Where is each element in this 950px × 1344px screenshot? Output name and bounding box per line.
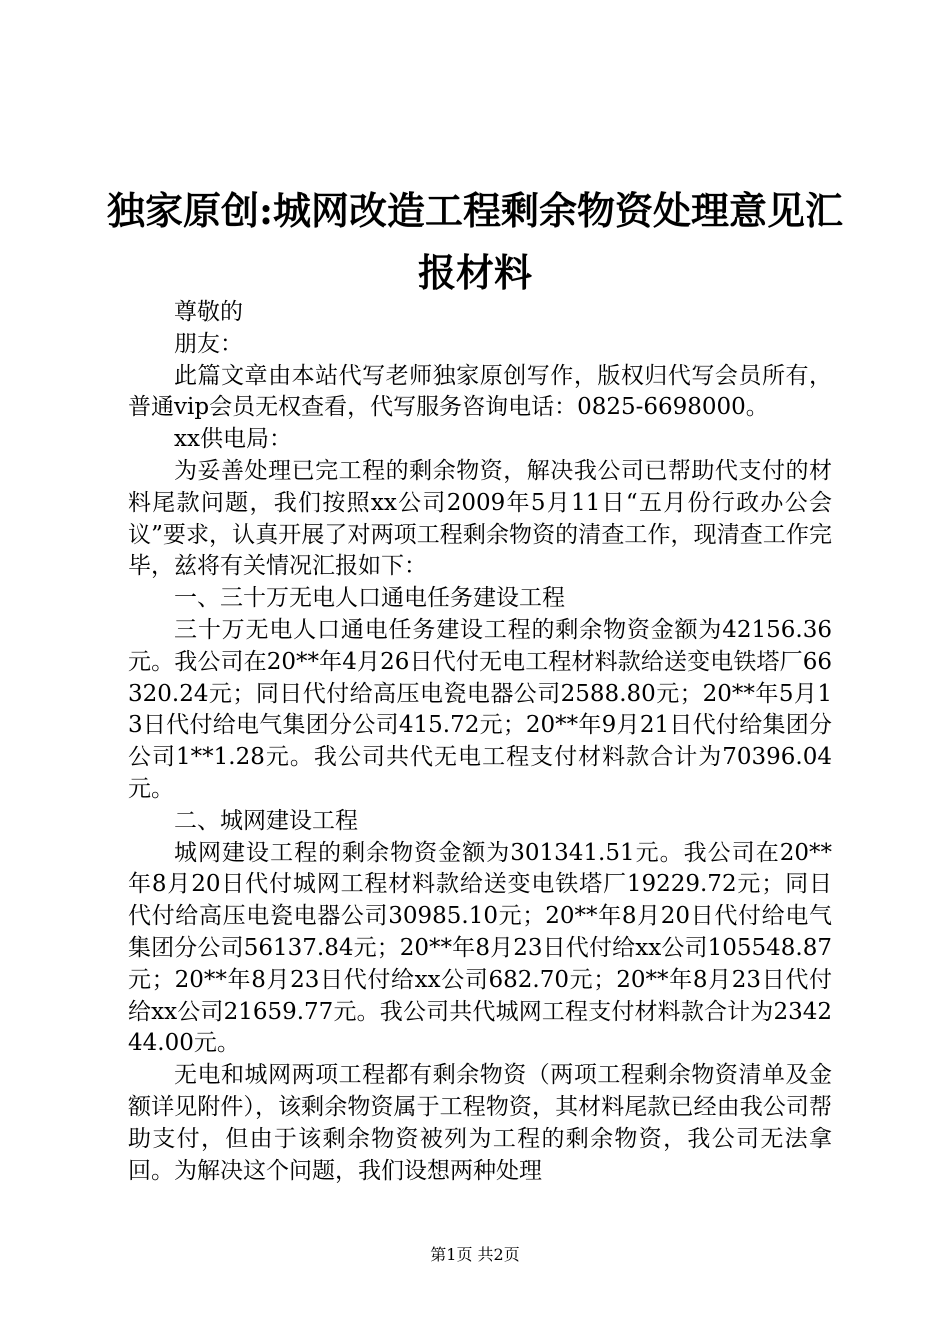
section-1-paragraph: 三十万无电人口通电任务建设工程的剩余物资金额为42156.36元。我公司在20**年4月26日代付无电工程材料款给送变电铁塔厂66320.24元；同日代付给高压电瓷电器公司2588.80元；20**年5月13日代付给电气集团分公司415.72元；20**年9月21日代付给集团分公司1**1.28元。我公司共代无电工程支付材料款合计为70396.04元。 <box>128 616 832 802</box>
summary-paragraph: 无电和城网两项工程都有剩余物资（两项工程剩余物资清单及金额详见附件），该剩余物资属于工程物资，其材料尾款已经由我公司帮助支付，但由于该剩余物资被列为工程的剩余物资，我公司无法拿回。为解决这个问题，我们设想两种处理 <box>128 1062 832 1184</box>
copyright-notice: 此篇文章由本站代写老师独家原创写作，版权归代写会员所有，普通vip会员无权查看，代写服务咨询电话：0825-6698000。 <box>128 362 832 421</box>
addressee: xx供电局： <box>174 426 292 453</box>
section-2-paragraph: 城网建设工程的剩余物资金额为301341.51元。我公司在20**年8月20日代付城网工程材料款给送变电铁塔厂19229.72元；同日代付给高压电瓷电器公司30985.10元；20**年8月20日代付给电气集团分公司56137.84元；20**年8月23日代付给xx公司105548.87元；20**年8月23日代付给xx公司682.70元；20**年8月23日代付给xx公司21659.77元。我公司共代城网工程支付材料款合计为234244.00元。 <box>128 839 832 1057</box>
section-heading-2: 二、城网建设工程 <box>174 807 358 834</box>
section-heading-1: 一、三十万无电人口通电任务建设工程 <box>174 585 565 612</box>
intro-paragraph: 为妥善处理已完工程的剩余物资，解决我公司已帮助代支付的材料尾款问题，我们按照xx公司2009年5月11日“五月份行政办公会议”要求，认真开展了对两项工程剩余物资的清查工作，现清查工作完毕，兹将有关情况汇报如下： <box>128 457 832 580</box>
page-footer: 第1页 共2页 <box>430 1245 520 1264</box>
salutation-line-2: 朋友： <box>174 330 243 357</box>
document-body <box>128 297 832 1187</box>
salutation-line-1: 尊敬的 <box>174 299 243 325</box>
document-title: 独家原创:城网改造工程剩余物资处理意见汇报材料 <box>106 188 844 295</box>
